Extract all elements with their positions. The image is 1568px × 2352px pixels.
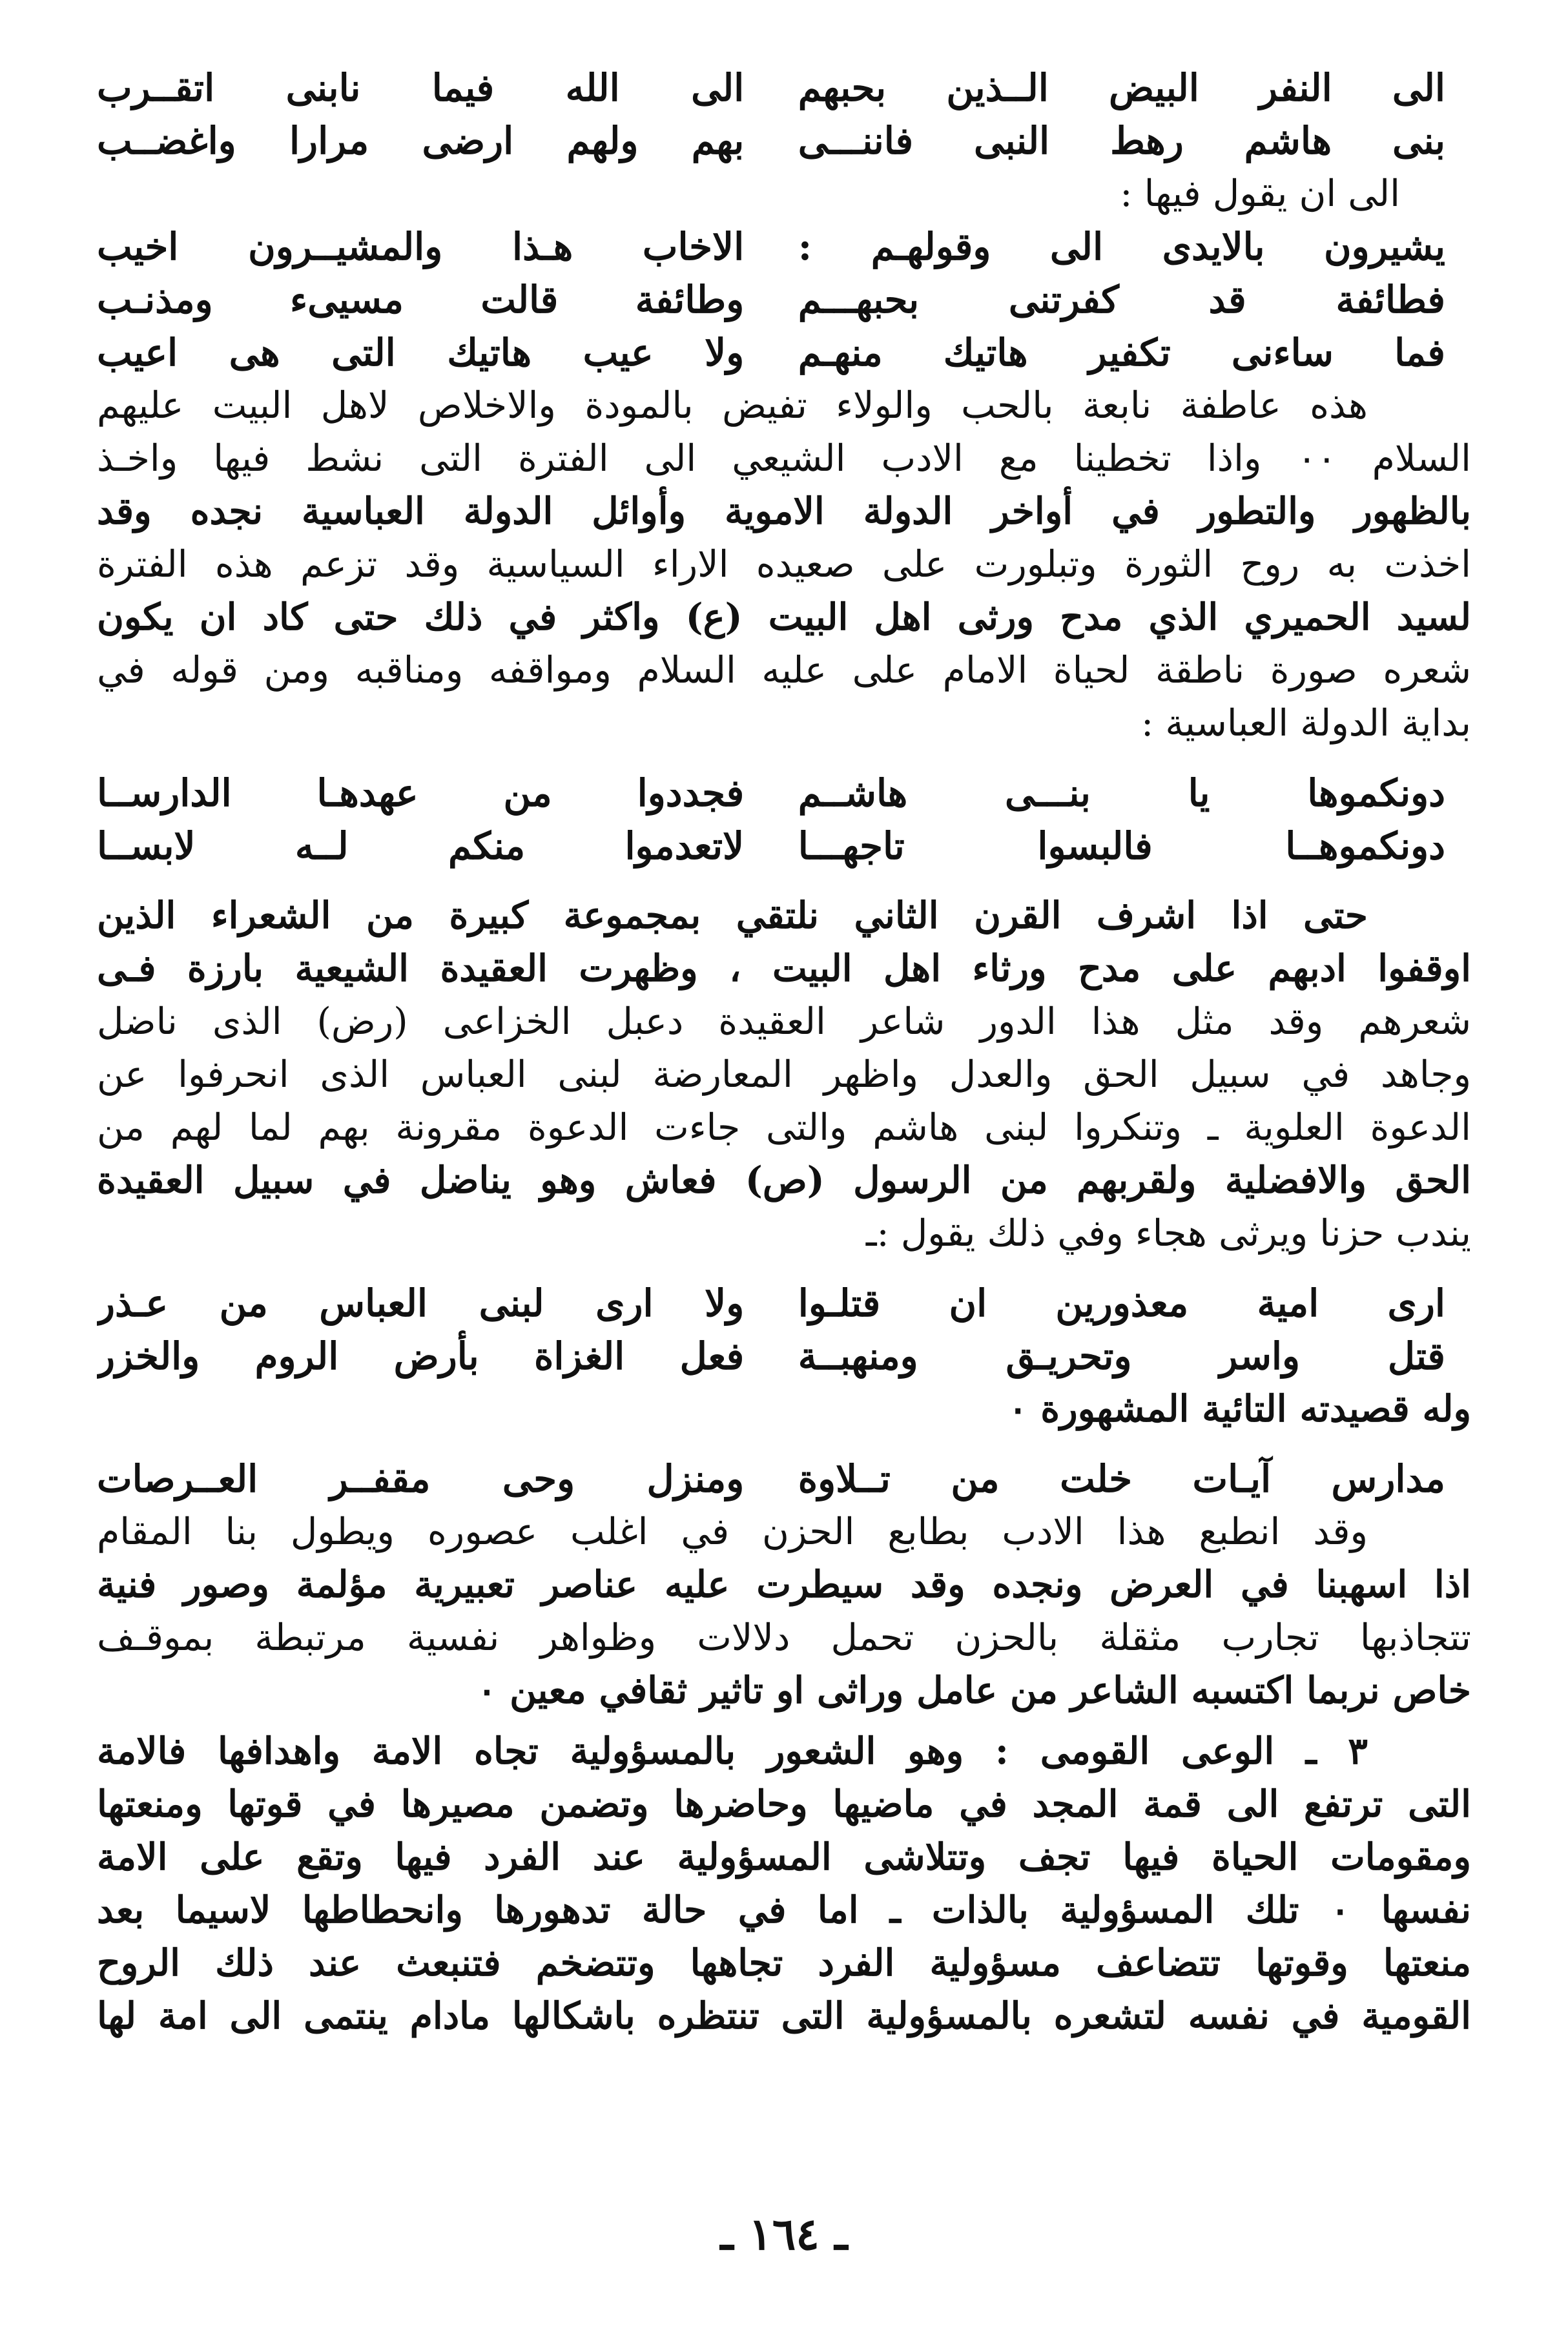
text-line: الدعوة العلوية ـ وتنكروا لبنى هاشم والتى جاءت الدعوة مقرونة بهم لما لهم من (97, 1106, 1471, 1149)
intro-line: الى ان يقول فيها : (1120, 172, 1400, 215)
text-line: تتجاذبها تجارب مثقلة بالحزن تحمل دلالات وظواهر نفسية مرتبطة بموقـف (97, 1616, 1471, 1659)
verse-line (97, 61, 1445, 114)
verse-hemistich-first: بنى هاشم رهط النبى فاننـــى (798, 119, 1445, 163)
verse-hemistich-first: يشيرون بالايدى الى وقولهـم : (798, 225, 1445, 269)
text-line: منعتها وقوتها تتضاعف مسؤولية الفرد تجاهها وتتضخم فتنبعث عند ذلك الروح (97, 1941, 1471, 1985)
paragraph-4 (97, 1725, 1471, 2043)
verse-line (97, 1277, 1445, 1330)
paragraph-2 (97, 889, 1471, 1260)
text-line: شعره صورة ناطقة لحياة الامام على عليه السلام ومواقفه ومناقبه ومن قوله في (97, 649, 1471, 692)
verse-block-5 (97, 1452, 1471, 1505)
verse-block-3 (97, 767, 1471, 872)
verse-line (97, 1452, 1445, 1505)
verse-hemistich-second: لاتعدموا منكم لــه لابســا (97, 824, 745, 868)
text-line: لسيد الحميري الذي مدح ورثى اهل البيت (ع) واكثر في ذلك حتى كاد ان يكون (97, 595, 1471, 639)
text-line: التى ترتفع الى قمة المجد في ماضيها وحاضرها وتضمن مصيرها في قوتها ومنعتها (97, 1782, 1471, 1826)
paragraph-3 (97, 1505, 1471, 1717)
verse-hemistich-second: وطائفة قالت مسيىء ومذنـب (97, 278, 745, 322)
verse-line (97, 767, 1445, 820)
text-line: ومقومات الحياة فيها تجف وتتلاشى المسؤولية عند الفرد فيها وتقع على الامة (97, 1835, 1471, 1879)
verse-hemistich-second: الاخاب هـذا والمشيــرون اخيب (97, 225, 745, 269)
text-line: ٣ ـ الوعى القومى : وهو الشعور بالمسؤولية تجاه الامة واهدافها فالامة (97, 1729, 1368, 1773)
verse-block-1 (97, 61, 1471, 167)
text-line: بداية الدولة العباسية : (1141, 702, 1471, 745)
verse-line (97, 326, 1445, 379)
verse-hemistich-first: دونكموهــا فالبسوا تاجهـــا (798, 824, 1445, 868)
verse-hemistich-first: ارى امية معذورين ان قتلـوا (798, 1281, 1445, 1325)
verse-block-2 (97, 220, 1471, 379)
text-line: شعرهم وقد مثل هذا الدور شاعر العقيدة دعبل الخزاعى (رض) الذى ناضل (97, 1000, 1471, 1043)
paragraph-1 (97, 379, 1471, 750)
verse-line (97, 820, 1445, 872)
text-line: السلام ٠٠ واذا تخطينا مع الادب الشيعي الى الفترة التى نشط فيها واخـذ (97, 437, 1471, 480)
text-line: خاص نربما اكتسبه الشاعر من عامل وراثى او تاثير ثقافي معين ٠ (477, 1669, 1471, 1712)
text-line: هذه عاطفة نابعة بالحب والولاء تفيض بالمودة والاخلاص لاهل البيت عليهم (97, 384, 1368, 427)
verse-block-4 (97, 1277, 1471, 1383)
verse-hemistich-first: الى النفر البيض الــذين بحبهم (798, 66, 1445, 110)
verse-hemistich-first: مدارس آيـات خلت من تــلاوة (798, 1457, 1445, 1501)
verse-line (97, 1330, 1445, 1383)
text-line: اخذت به روح الثورة وتبلورت على صعيده الاراء السياسية وقد تزعم هذه الفترة (97, 543, 1471, 586)
text-line: القومية في نفسه لتشعره بالمسؤولية التى تنتظره باشكالها مادام ينتمى الى امة لها (97, 1994, 1471, 2037)
verse-hemistich-second: ومنزل وحى مقفــر العــرصات (97, 1457, 745, 1501)
verse-hemistich-first: فطائفة قد كفرتنى بحبهـــم (798, 278, 1445, 322)
text-line: اذا اسهبنا في العرض ونجده وقد سيطرت عليه عناصر تعبيرية مؤلمة وصور فنية (97, 1563, 1471, 1606)
text-line: وقد انطبع هذا الادب بطابع الحزن في اغلب عصوره ويطول بنا المقام (97, 1511, 1368, 1553)
text-line: الحق والافضلية ولقربهم من الرسول (ص) فعاش وهو يناضل في سبيل العقيدة (97, 1159, 1471, 1202)
text-line: نفسها ٠ تلك المسؤولية بالذات ـ اما في حالة تدهورها وانحطاطها لاسيما بعد (97, 1888, 1471, 1932)
text-line: بالظهور والتطور في أواخر الدولة الاموية وأوائل الدولة العباسية نجده وقد (97, 490, 1471, 533)
verse-hemistich-second: فعل الغزاة بأرض الروم والخزر (97, 1334, 745, 1378)
verse-hemistich-second: ولا ارى لبنى العباس من عـذر (97, 1281, 745, 1325)
text-line: حتى اذا اشرف القرن الثاني نلتقي بمجموعة كبيرة من الشعراء الذين (97, 894, 1368, 937)
verse-hemistich-first: فما ساءنى تكفير هاتيك منهـم (798, 331, 1445, 375)
verse-hemistich-second: ولا عيب هاتيك التى هى اعيب (97, 331, 745, 375)
text-line: اوقفوا ادبهم على مدح ورثاء اهل البيت ، وظهرت العقيدة الشيعية بارزة فـى (97, 947, 1471, 990)
verse-hemistich-second: فجددوا من عهدهـا الدارســا (97, 771, 745, 815)
intro-line: وله قصيدته التائية المشهورة ٠ (1007, 1387, 1471, 1430)
verse-hemistich-first: قتل واسر وتحريـق ومنهبــة (798, 1334, 1445, 1378)
verse-hemistich-first: دونكموها يا بنـــى هاشــم (798, 771, 1445, 815)
verse-hemistich-second: الى الله فيما نابنى اتقــرب (97, 66, 745, 110)
text-line: يندب حزنا ويرثى هجاء وفي ذلك يقول :ـ (865, 1212, 1471, 1255)
verse-line (97, 273, 1445, 326)
verse-line (97, 114, 1445, 167)
verse-line (97, 220, 1445, 273)
page-number: ـ ١٦٤ ـ (720, 2209, 848, 2260)
text-line: وجاهد في سبيل الحق والعدل واظهر المعارضة لبنى العباس الذى انحرفوا عن (97, 1053, 1471, 1096)
verse-hemistich-second: بهم ولهم ارضى مرارا واغضــب (97, 119, 745, 163)
